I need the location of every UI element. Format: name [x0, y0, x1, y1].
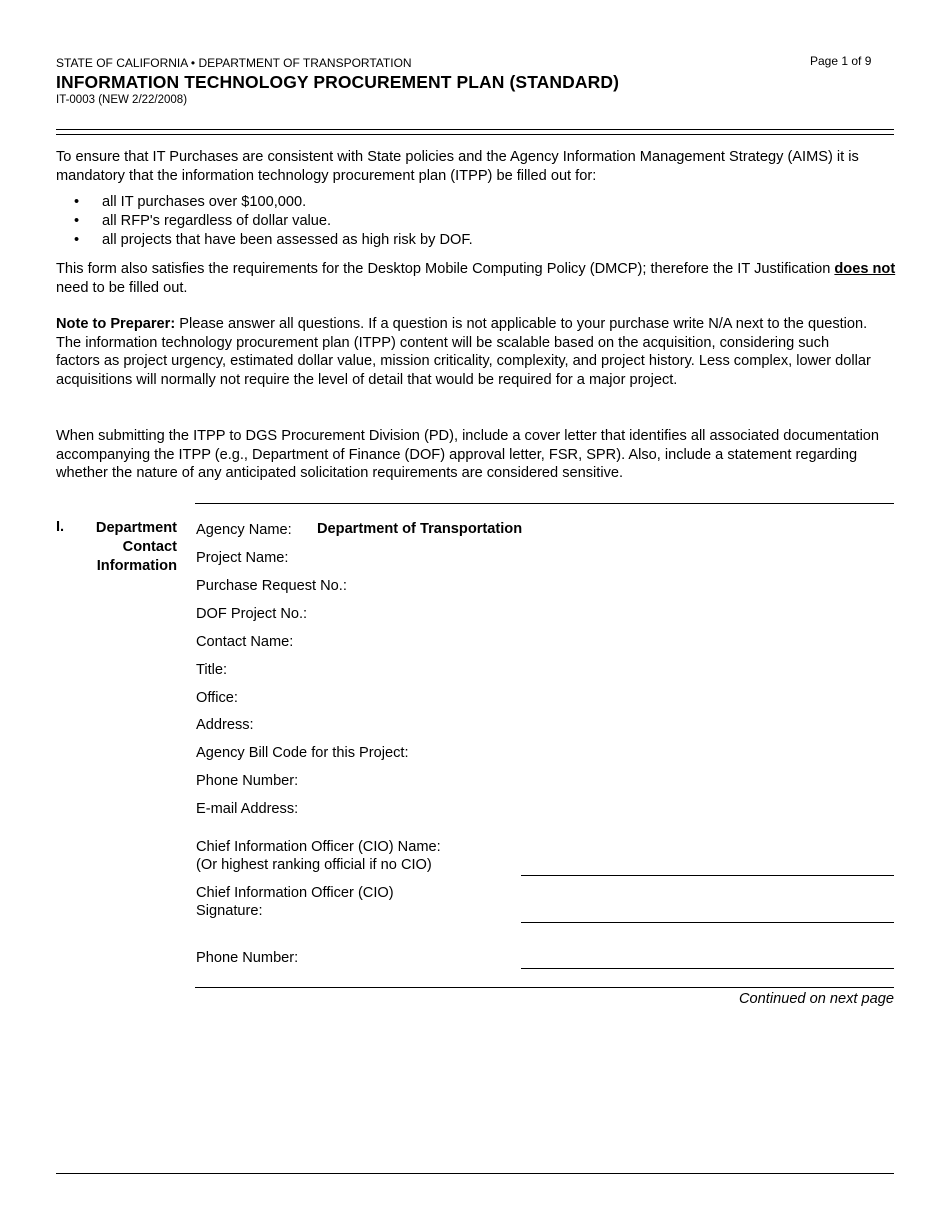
field-project-name: Project Name:: [196, 550, 289, 566]
field-email-address: E-mail Address:: [196, 801, 299, 817]
bullet-icon: •: [74, 213, 80, 229]
cio-phone-line[interactable]: [521, 968, 894, 969]
section-top-rule: [195, 503, 894, 504]
list-item: • all projects that have been assessed as high risk by DOF.: [74, 232, 473, 248]
cio-signature-label: Chief Information Officer (CIO) Signature:: [196, 885, 394, 919]
dmcp-paragraph: This form also satisfies the requirements for the Desktop Mobile Computing Policy (DMCP); therefore the IT Justification does not need to be filled out.: [56, 261, 896, 296]
bullet-icon: •: [74, 232, 80, 248]
continued-note: Continued on next page: [739, 991, 894, 1007]
cio-signature-line[interactable]: [521, 922, 894, 923]
note-to-preparer: [56, 315, 876, 389]
page-number: Page 1 of 9: [810, 54, 872, 68]
intro-paragraph: [56, 148, 896, 185]
requirement-list: [56, 193, 896, 250]
field-agency-bill-code: Agency Bill Code for this Project:: [196, 745, 409, 761]
submission-paragraph: When submitting the ITPP to DGS Procurement Division (PD), include a cover letter that identifies all associated documentation accompanying the ITPP (e.g., Department of Finance (DOF) approval letter, FSR, SPR). Also, include a statement regarding whether the nature of any anticipated solicitation requirements are considered sensitive.: [56, 428, 880, 481]
section-title: Department Contact Information: [95, 520, 177, 574]
agency-name-value: Department of Transportation: [317, 521, 523, 537]
agency-name-label: Agency Name:: [196, 522, 292, 538]
field-dof-project-no: DOF Project No.:: [196, 606, 308, 622]
cio-phone-label: Phone Number:: [196, 950, 299, 966]
section-bottom-rule: [195, 987, 894, 988]
agency-line: STATE OF CALIFORNIA • DEPARTMENT OF TRANSPORTATION: [56, 56, 412, 70]
note-label: Note to Preparer:: [56, 316, 176, 332]
footer-rule: [56, 1173, 894, 1174]
field-address: Address:: [196, 717, 254, 733]
intro-text: To ensure that IT Purchases are consistent with State policies and the Agency Information Management Strategy (AIMS) it is mandatory that the information technology procurement plan (ITPP) be filled out for:: [56, 149, 859, 184]
field-contact-name: Contact Name:: [196, 634, 294, 650]
header-divider-bottom: [56, 134, 894, 135]
field-purchase-request-no: Purchase Request No.:: [196, 578, 347, 594]
field-phone-number: Phone Number:: [196, 773, 299, 789]
bullet-icon: •: [74, 194, 80, 210]
section-number: I.: [56, 519, 65, 535]
header-divider-top: [56, 129, 894, 130]
list-item: • all IT purchases over $100,000.: [74, 194, 307, 210]
cio-name-line[interactable]: [521, 875, 894, 876]
form-number: IT-0003 (NEW 2/22/2008): [56, 94, 188, 106]
field-office: Office:: [196, 690, 238, 706]
cio-name-label: Chief Information Officer (CIO) Name: (Or highest ranking official if no CIO): [196, 839, 441, 873]
list-item: • all RFP's regardless of dollar value.: [74, 213, 332, 229]
form-title: INFORMATION TECHNOLOGY PROCUREMENT PLAN (STANDARD): [56, 72, 620, 92]
note-text: Please answer all questions. If a question is not applicable to your purchase write N/A next to the question. The information technology procurement plan (ITPP) content will be scalable based on the acquisition, considering such factors as project urgency, estimated dollar value, mission criticality, complexity, and project history. Less complex, lower dollar acquisitions will normally not require the level of detail that would be required for a major project.: [56, 316, 871, 388]
does-not-emphasis: does not: [834, 261, 896, 277]
field-title: Title:: [196, 662, 228, 678]
